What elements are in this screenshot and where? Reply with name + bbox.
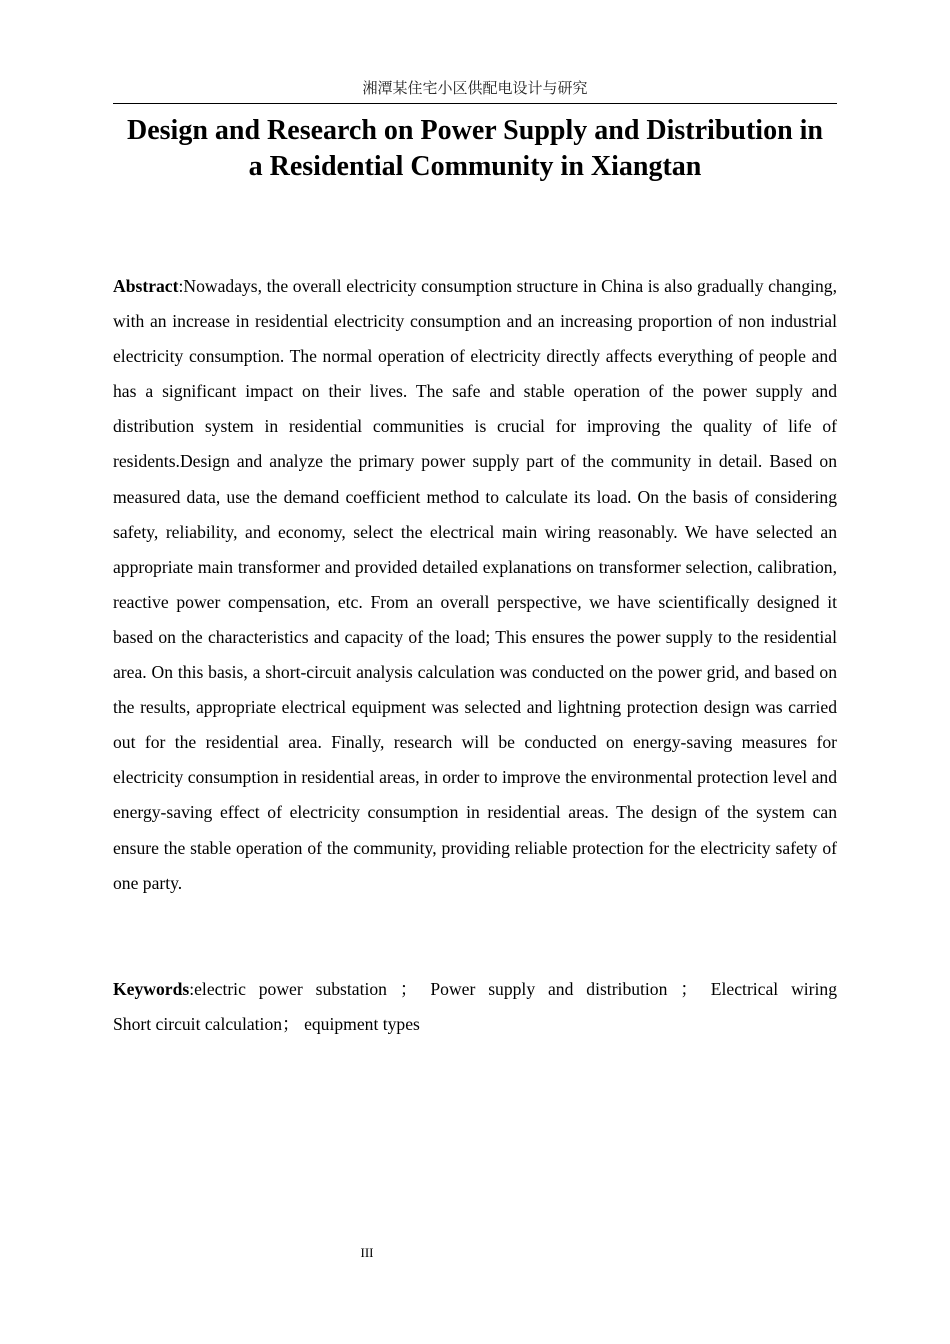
keyword-item: Power supply and distribution: [430, 979, 668, 999]
keyword-item: Electrical wiring: [710, 979, 838, 999]
keywords-paragraph: [113, 972, 837, 1042]
abstract-label: Abstract: [113, 276, 179, 296]
running-header: 湘潭某住宅小区供配电设计与研究: [362, 81, 588, 97]
keyword-separator: ；: [282, 1014, 300, 1035]
keyword-item: equipment types: [304, 1014, 420, 1035]
abstract-text: Nowadays, the overall electricity consumption structure in China is also gradually changing, with an increase in residential electricity consumption and an increasing proportion of non industrial electricity consumption. The normal operation of electricity directly affects everything of people and has a significant impact on their lives. The safe and stable operation of the power supply and distribution system in residential communities is crucial for improving the quality of life of residents.Design and analyze the primary power supply part of the community in detail. Based on measured data, use the demand coefficient method to calculate its load. On the basis of considering safety, reliability, and economy, select the electrical main wiring reasonably. We have selected an appropriate main transformer and provided detailed explanations on transformer selection, calibration, reactive power compensation, etc. From an overall perspective, we have scientifically designed it based on the characteristics and capacity of the load; This ensures the power supply to the residential area. On this basis, a short-circuit analysis calculation was conducted on the power grid, and based on the results, appropriate electrical equipment was selected and lightning protection design was carried out for the residential area. Finally, research will be conducted on energy-saving measures for electricity consumption in residential areas, in order to improve the environmental protection level and energy-saving effect of electricity consumption in residential areas. The design of the system can ensure the stable operation of the community, providing reliable protection for the electricity safety of one party.: [113, 276, 837, 893]
header-rule: [113, 103, 837, 104]
abstract-paragraph: [113, 269, 837, 901]
abstract-separator: :: [178, 276, 184, 296]
keyword-item: Short circuit calculation: [113, 1014, 283, 1035]
page-number: III: [360, 1245, 374, 1260]
keywords-label: Keywords: [113, 979, 190, 999]
keywords-line-2: [113, 1007, 837, 1042]
keywords-separator: :: [189, 979, 195, 999]
paper-title-line-2: a Residential Community in Xiangtan: [248, 151, 702, 182]
paper-title-line-1: Design and Research on Power Supply and Distribution in: [127, 115, 823, 146]
keyword-separator: ；: [680, 979, 698, 999]
paper-title: [113, 113, 837, 185]
keyword-separator: ；: [399, 979, 418, 999]
keyword-item: electric power substation: [194, 979, 387, 999]
